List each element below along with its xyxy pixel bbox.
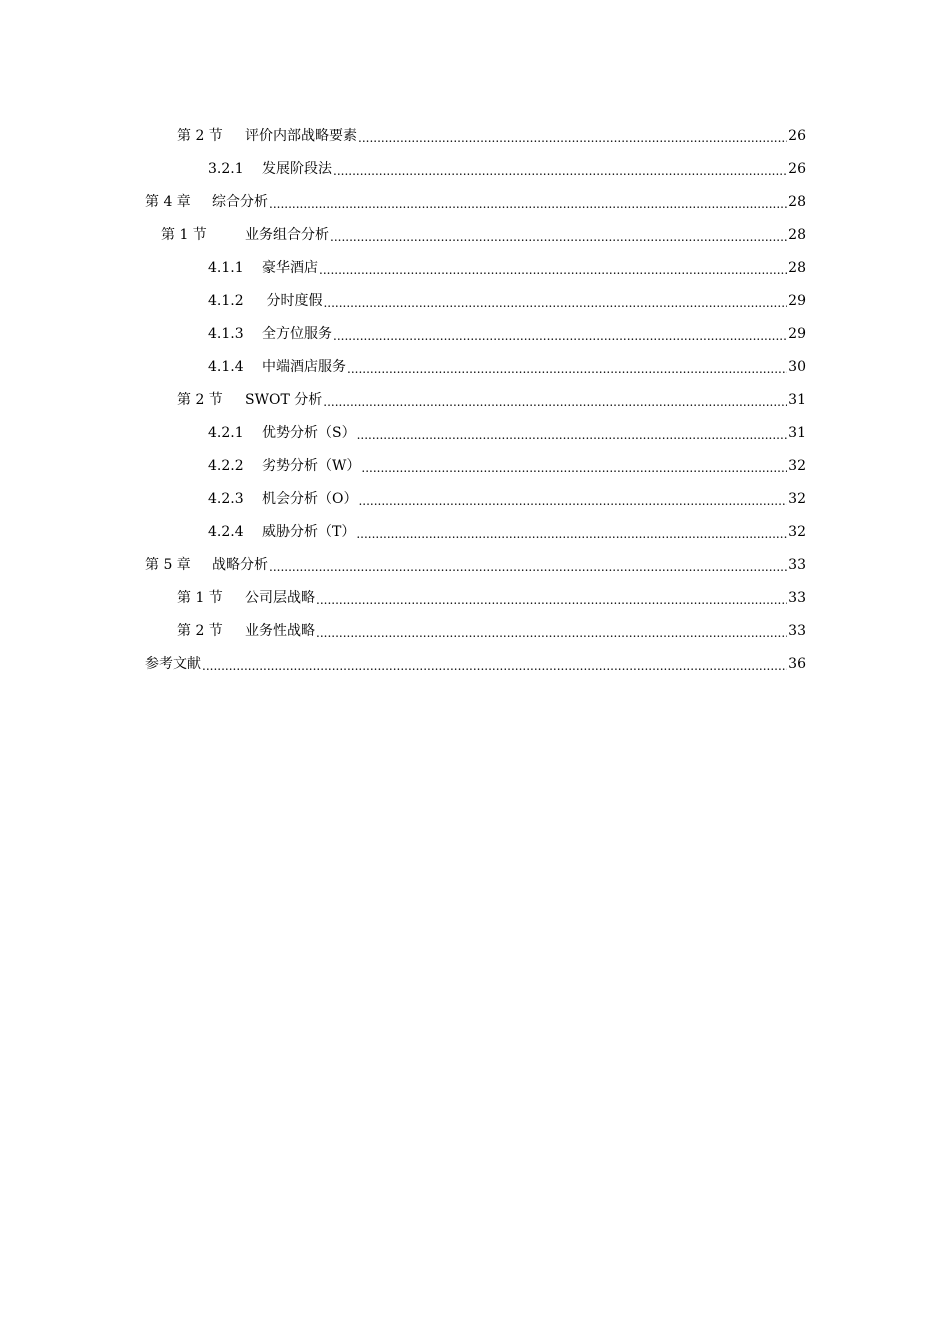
toc-entry-title: 公司层战略 (245, 590, 315, 606)
toc-dot-leader (202, 650, 787, 683)
toc-entry-number: 4.2.2 (208, 458, 244, 474)
toc-entry-title: 业务性战略 (245, 623, 315, 639)
toc-entry-number: 4.1.4 (208, 359, 244, 375)
toc-entry-s4-1-4[interactable] (208, 351, 806, 384)
toc-dot-leader (323, 287, 787, 320)
toc-entry-title: 业务组合分析 (245, 227, 329, 243)
toc-entry-page-number: 30 (788, 359, 806, 375)
toc-entry-title: SWOT 分析 (245, 392, 323, 408)
toc-dot-leader (333, 155, 787, 188)
toc-entry-title: 分时度假 (262, 293, 323, 309)
toc-entry-title: 全方位服务 (262, 326, 332, 342)
toc-entry-page-number: 26 (788, 128, 806, 144)
toc-entry-title: 综合分析 (212, 194, 268, 210)
toc-entry-title: 威胁分析（T） (262, 524, 356, 540)
toc-entry-s3-2[interactable] (177, 120, 806, 153)
toc-entry-s4-2-1[interactable] (208, 417, 806, 450)
toc-entry-page-number: 28 (788, 194, 806, 210)
toc-entry-s5-2[interactable] (177, 615, 806, 648)
toc-entry-page-number: 28 (788, 260, 806, 276)
toc-entry-page-number: 36 (788, 656, 806, 672)
toc-entry-s4-2-2[interactable] (208, 450, 806, 483)
toc-dot-leader (347, 353, 787, 386)
toc-entry-number: 第 2 节 (177, 128, 223, 144)
toc-entry-page-number: 29 (788, 326, 806, 342)
toc-dot-leader (319, 254, 787, 287)
toc-entry-s4-1-3[interactable] (208, 318, 806, 351)
toc-entry-number: 第 1 节 (177, 590, 223, 606)
toc-entry-page-number: 28 (788, 227, 806, 243)
toc-dot-leader (333, 320, 787, 353)
toc-entry-number: 第 5 章 (145, 557, 191, 573)
toc-entry-number: 第 4 章 (145, 194, 191, 210)
toc-dot-leader (357, 419, 788, 452)
toc-entry-page-number: 26 (788, 161, 806, 177)
toc-entry-c4[interactable] (145, 186, 806, 219)
toc-entry-page-number: 33 (788, 623, 806, 639)
toc-entry-s5-1[interactable] (177, 582, 806, 615)
toc-entry-number: 第 2 节 (177, 392, 223, 408)
toc-entry-number: 4.1.3 (208, 326, 244, 342)
toc-entry-s3-2-1[interactable] (208, 153, 806, 186)
toc-entry-number: 4.1.1 (208, 260, 244, 276)
toc-entry-s4-1-2[interactable] (208, 285, 806, 318)
toc-dot-leader (323, 386, 787, 419)
toc-entry-number: 第 2 节 (177, 623, 223, 639)
toc-entry-page-number: 32 (788, 458, 806, 474)
toc-entry-title: 参考文献 (145, 656, 201, 672)
toc-dot-leader (358, 485, 787, 518)
toc-entry-page-number: 33 (788, 557, 806, 573)
toc-entry-page-number: 32 (788, 524, 806, 540)
toc-dot-leader (356, 518, 787, 551)
toc-dot-leader (269, 188, 787, 221)
toc-dot-leader (316, 584, 787, 617)
toc-entry-number: 4.2.1 (208, 425, 244, 441)
toc-dot-leader (358, 122, 787, 155)
toc-entry-page-number: 32 (788, 491, 806, 507)
toc-entry-refs[interactable] (145, 648, 806, 681)
toc-entry-title: 豪华酒店 (262, 260, 318, 276)
toc-entry-title: 评价内部战略要素 (245, 128, 357, 144)
toc-entry-title: 发展阶段法 (262, 161, 332, 177)
toc-entry-number: 3.2.1 (208, 161, 244, 177)
toc-entry-s4-1[interactable] (161, 219, 806, 252)
toc-entry-number: 4.2.3 (208, 491, 244, 507)
toc-entry-s4-1-1[interactable] (208, 252, 806, 285)
toc-dot-leader (316, 617, 787, 650)
toc-entry-title: 战略分析 (212, 557, 268, 573)
toc-dot-leader (269, 551, 787, 584)
toc-dot-leader (330, 221, 787, 254)
toc-entry-title: 中端酒店服务 (262, 359, 346, 375)
toc-entry-c5[interactable] (145, 549, 806, 582)
toc-entry-number: 第 1 节 (161, 227, 207, 243)
toc-dot-leader (361, 452, 787, 485)
toc-entry-page-number: 33 (788, 590, 806, 606)
toc-entry-number: 4.1.2 (208, 293, 244, 309)
toc-entry-page-number: 31 (788, 392, 806, 408)
toc-entry-number: 4.2.4 (208, 524, 244, 540)
toc-entry-title: 机会分析（O） (262, 491, 358, 507)
toc-entry-page-number: 31 (788, 425, 806, 441)
toc-entry-s4-2-4[interactable] (208, 516, 806, 549)
toc-entry-title: 优势分析（S） (262, 425, 356, 441)
toc-entry-s4-2-3[interactable] (208, 483, 806, 516)
toc-entry-s4-2[interactable] (177, 384, 806, 417)
toc-entry-title: 劣势分析（W） (262, 458, 361, 474)
toc-entry-page-number: 29 (788, 293, 806, 309)
